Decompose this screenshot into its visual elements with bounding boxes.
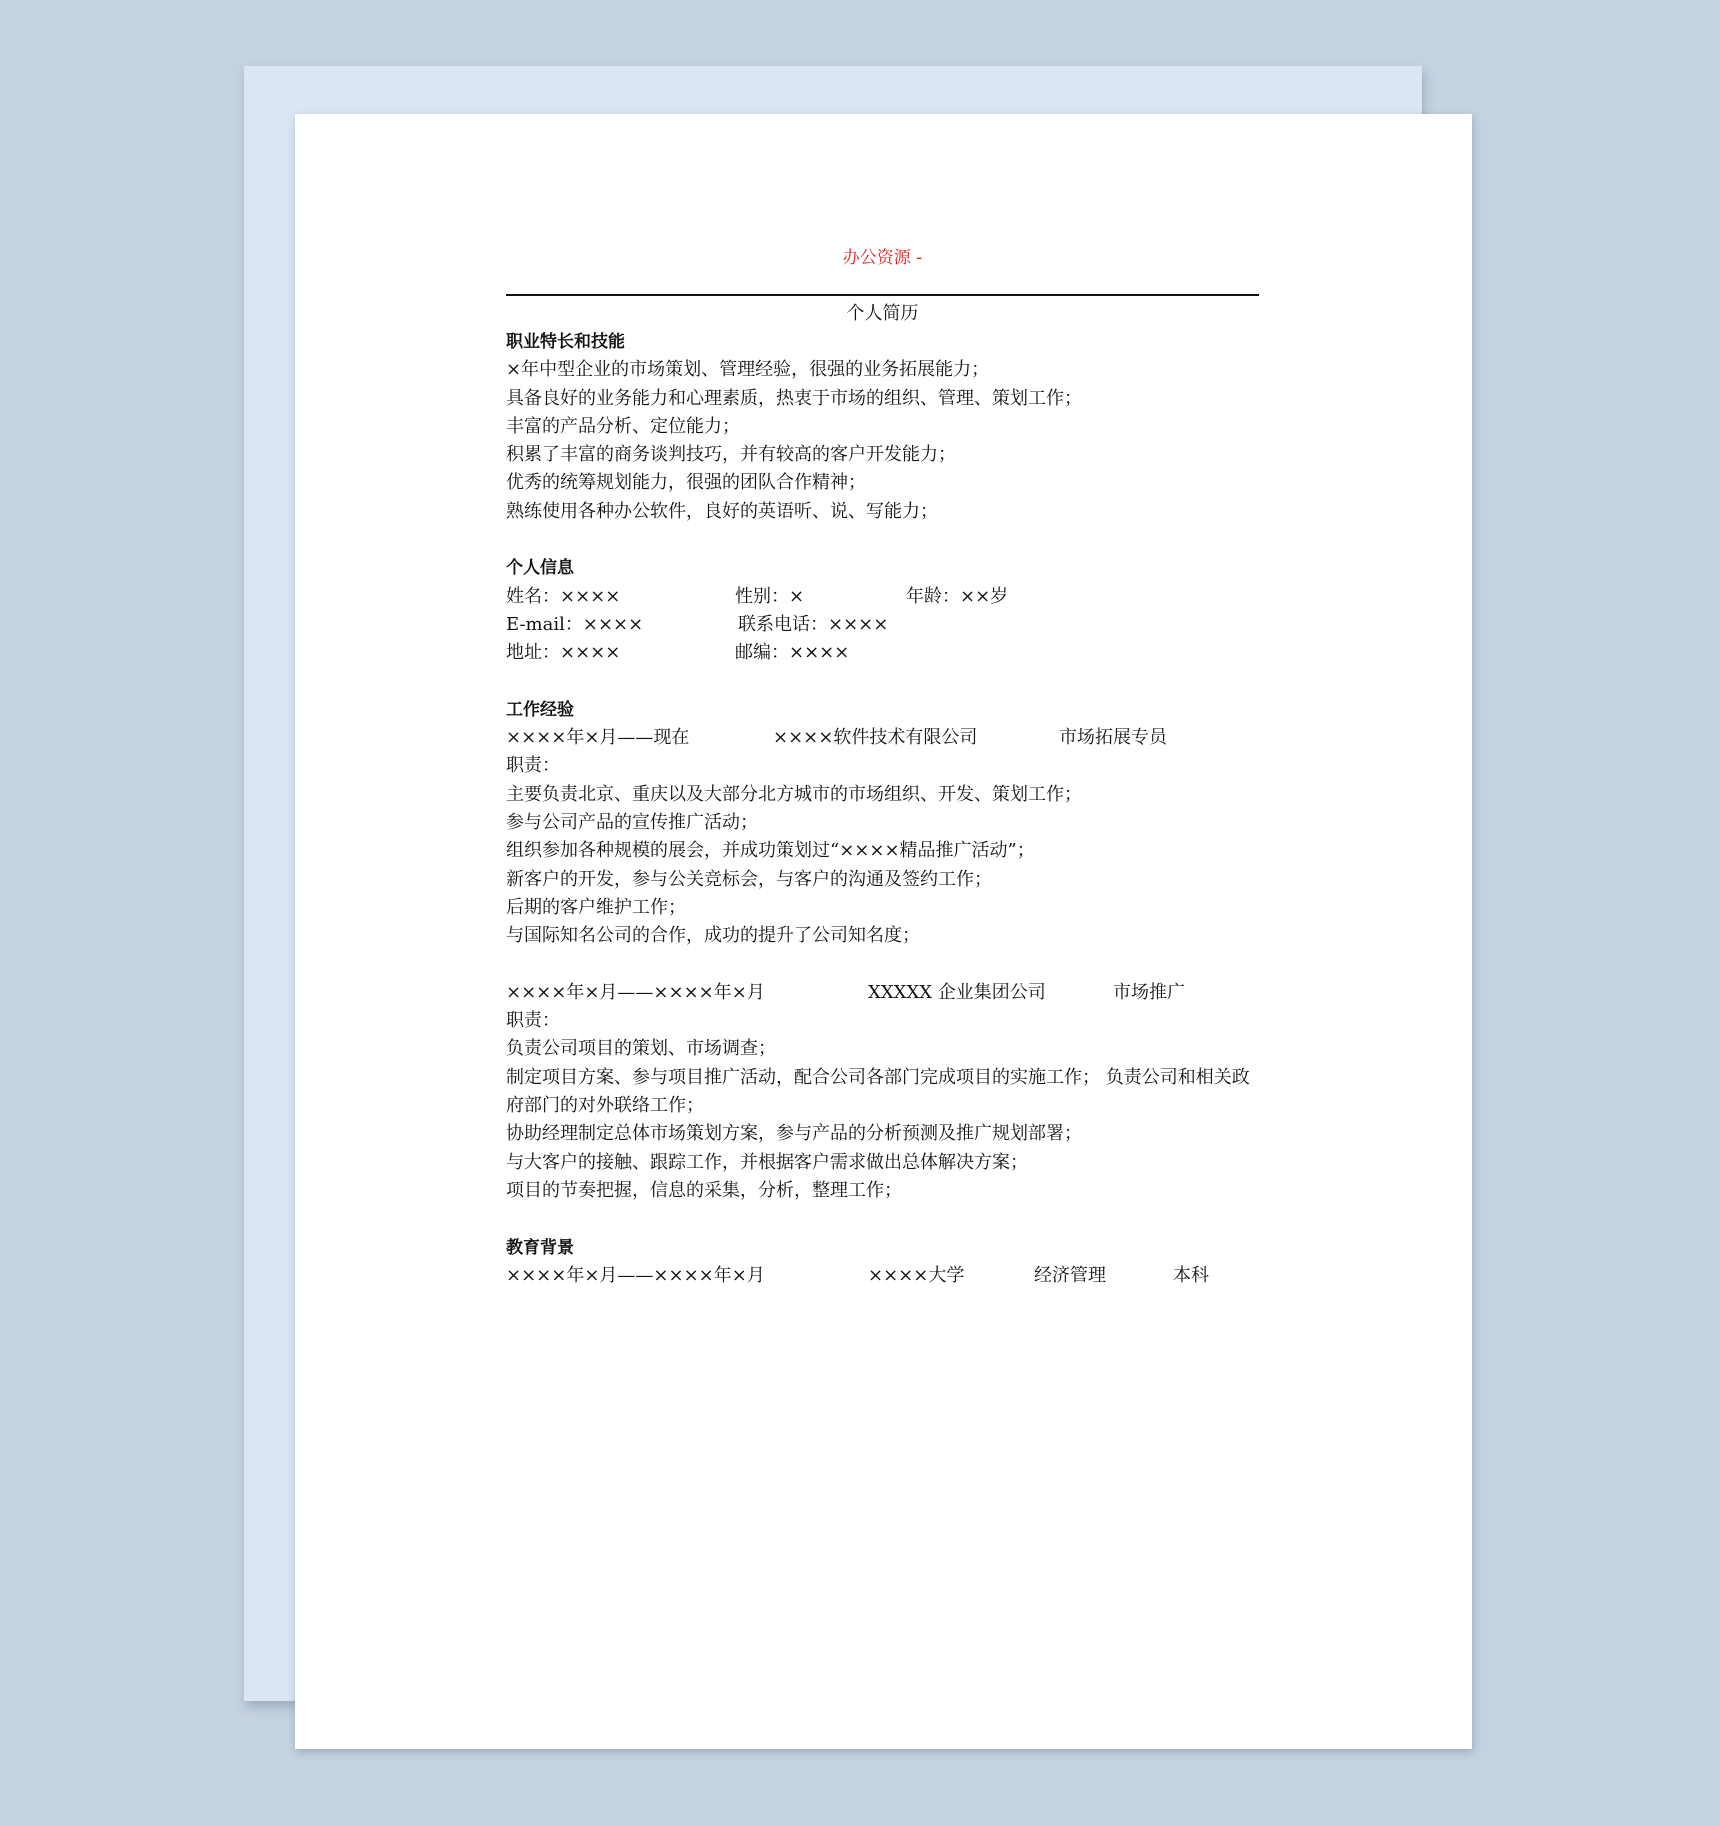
education-school: ××××大学 — [868, 1264, 965, 1286]
education-period: ××××年×月——××××年×月 — [506, 1264, 765, 1286]
personal-row — [506, 639, 1259, 667]
job-period: ××××年×月——现在 — [506, 727, 690, 749]
personal-postcode: 邮编：×××× — [735, 642, 850, 664]
duty-item: 负责公司项目的策划、市场调查； — [506, 1038, 776, 1060]
duty-label: 职责： — [506, 755, 560, 777]
personal-address: 地址：×××× — [506, 642, 621, 664]
personal-phone: 联系电话：×××× — [738, 613, 889, 635]
job-company: XXXXX 企业集团公司 — [868, 981, 1046, 1003]
job-position: 市场拓展专员 — [1059, 727, 1167, 749]
section-title-work: 工作经验 — [506, 699, 574, 720]
personal-gender: 性别：× — [735, 585, 805, 607]
job-header — [506, 979, 1259, 1007]
personal-age: 年龄：××岁 — [906, 585, 1009, 607]
duty-item: 项目的节奏把握，信息的采集，分析，整理工作； — [506, 1179, 902, 1201]
header-divider — [506, 294, 1259, 296]
duty-item: 与大客户的接触、跟踪工作，并根据客户需求做出总体解决方案； — [506, 1151, 1028, 1173]
job-company: ××××软件技术有限公司 — [773, 727, 978, 749]
personal-row — [506, 611, 1259, 639]
duty-item: 新客户的开发，参与公关竞标会，与客户的沟通及签约工作； — [506, 868, 992, 890]
skill-item: ×年中型企业的市场策划、管理经验，很强的业务拓展能力； — [506, 359, 990, 381]
section-title-personal: 个人信息 — [506, 558, 574, 579]
job-period: ××××年×月——××××年×月 — [506, 981, 765, 1003]
personal-name: 姓名：×××× — [506, 585, 621, 607]
duty-item: 主要负责北京、重庆以及大部分北方城市的市场组织、开发、策划工作； — [506, 783, 1082, 805]
duty-item: 与国际知名公司的合作，成功的提升了公司知名度； — [506, 925, 920, 947]
personal-row — [506, 583, 1259, 611]
skill-item: 具备良好的业务能力和心理素质，热衷于市场的组织、管理、策划工作； — [506, 387, 1082, 409]
resume-content — [506, 328, 1259, 1290]
page-header: 办公资源 - — [842, 248, 923, 268]
education-major: 经济管理 — [1034, 1264, 1106, 1286]
job-header — [506, 724, 1259, 752]
duty-item: 组织参加各种规模的展会，并成功策划过“××××精品推广活动”； — [506, 840, 1035, 862]
duty-label: 职责： — [506, 1010, 560, 1032]
education-row — [506, 1262, 1259, 1290]
section-title-skills: 职业特长和技能 — [506, 332, 625, 352]
duty-item: 参与公司产品的宣传推广活动； — [506, 812, 758, 834]
personal-email: E-mail：×××× — [506, 613, 644, 635]
skill-item: 优秀的统筹规划能力，很强的团队合作精神； — [506, 472, 866, 494]
duty-item: 后期的客户维护工作； — [506, 896, 686, 918]
duty-item: 制定项目方案、参与项目推广活动，配合公司各部门完成项目的实施工作； 负责公司和相关政府部门的对外联络工作； — [506, 1066, 1250, 1117]
resume-page — [295, 114, 1472, 1749]
section-title-education: 教育背景 — [506, 1237, 574, 1258]
job-position: 市场推广 — [1113, 981, 1185, 1003]
duty-item: 协助经理制定总体市场策划方案，参与产品的分析预测及推广规划部署； — [506, 1123, 1082, 1145]
education-degree: 本科 — [1173, 1264, 1209, 1286]
document-title: 个人简历 — [846, 303, 919, 324]
skill-item: 丰富的产品分析、定位能力； — [506, 415, 740, 437]
skill-item: 熟练使用各种办公软件，良好的英语听、说、写能力； — [506, 500, 938, 522]
skill-item: 积累了丰富的商务谈判技巧，并有较高的客户开发能力； — [506, 444, 956, 466]
